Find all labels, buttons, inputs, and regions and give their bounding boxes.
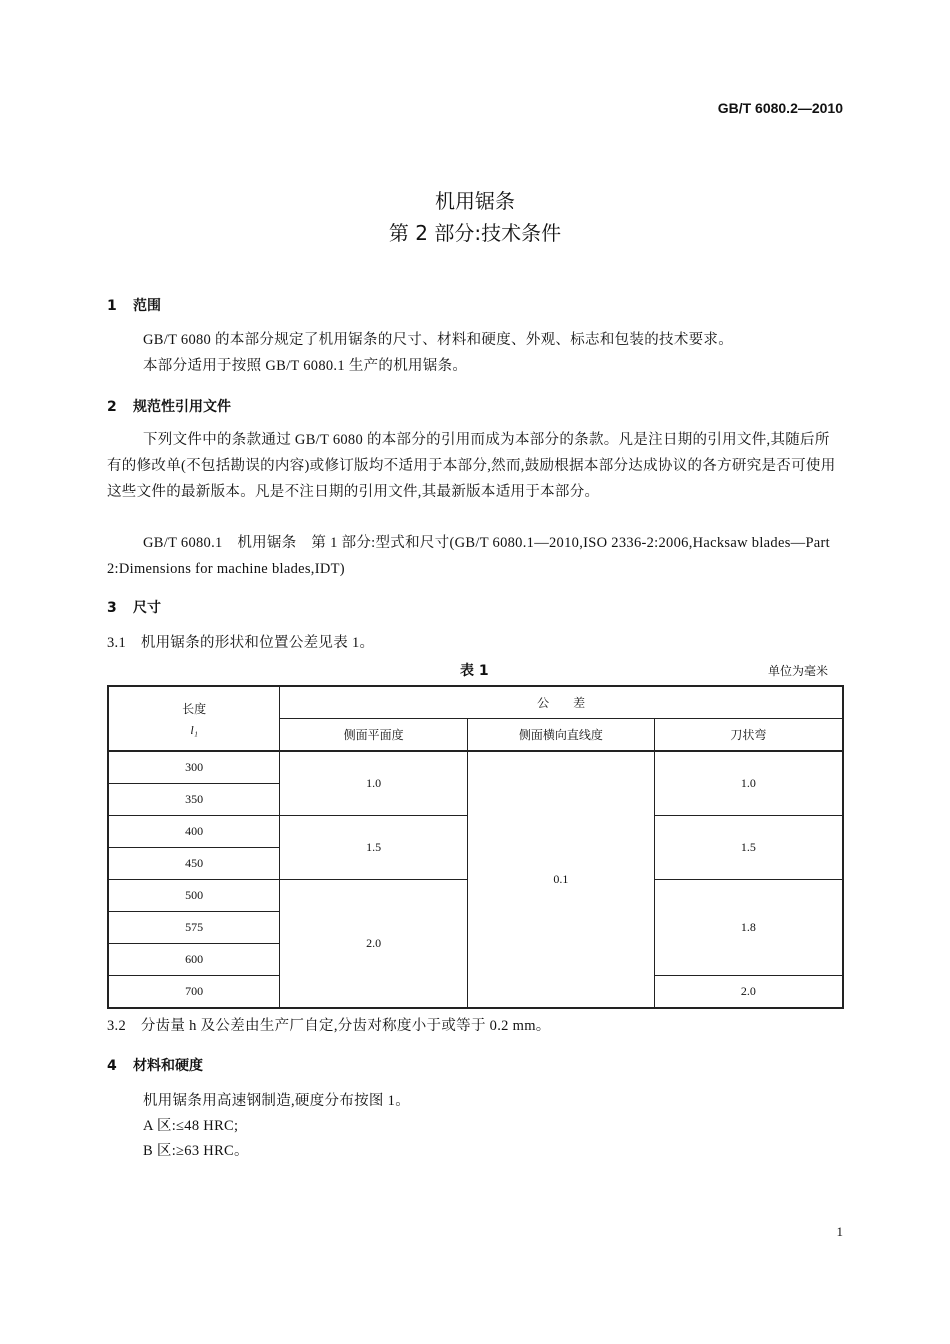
header-flatness: 侧面平面度 — [280, 719, 468, 752]
bow-cell: 1.8 — [654, 880, 843, 976]
bow-cell: 1.5 — [654, 816, 843, 880]
length-cell: 700 — [108, 976, 280, 1009]
header-length: 长度 l₁ — [108, 686, 280, 751]
s3-2: 3.2 分齿量 h 及公差由生产厂自定,分齿对称度小于或等于 0.2 mm。 — [107, 1018, 551, 1034]
bow-cell: 1.0 — [654, 751, 843, 816]
flatness-cell: 1.5 — [280, 816, 468, 880]
header-tolerance: 公 差 — [280, 686, 843, 719]
section-2-heading: 2 规范性引用文件 — [107, 399, 231, 415]
table-unit: 单位为毫米 — [767, 664, 828, 678]
header-bow: 刀状弯 — [654, 719, 843, 752]
bow-cell: 2.0 — [654, 976, 843, 1009]
section-4-heading: 4 材料和硬度 — [107, 1058, 203, 1074]
tolerance-table — [107, 685, 844, 1009]
straightness-cell: 0.1 — [468, 751, 655, 1008]
length-cell: 500 — [108, 880, 280, 912]
s3-1: 3.1 机用锯条的形状和位置公差见表 1。 — [107, 635, 375, 651]
flatness-cell: 2.0 — [280, 880, 468, 1009]
s4-para1: 机用锯条用高速钢制造,硬度分布按图 1。 — [143, 1093, 410, 1109]
length-cell: 600 — [108, 944, 280, 976]
section-3-heading: 3 尺寸 — [107, 600, 161, 616]
length-cell: 350 — [108, 784, 280, 816]
flatness-cell: 1.0 — [280, 751, 468, 816]
section-1-heading: 1 范围 — [107, 298, 161, 314]
standard-number: GB/T 6080.2—2010 — [717, 100, 843, 116]
s1-para2: 本部分适用于按照 GB/T 6080.1 生产的机用锯条。 — [143, 358, 468, 374]
s1-para1: GB/T 6080 的本部分规定了机用锯条的尺寸、材料和硬度、外观、标志和包装的技术要求。 — [143, 332, 734, 348]
length-cell: 400 — [108, 816, 280, 848]
s4-zone-a: A 区:≤48 HRC; — [143, 1118, 239, 1134]
length-cell: 300 — [108, 751, 280, 784]
s2-reference: GB/T 6080.1 机用锯条 第 1 部分:型式和尺寸(GB/T 6080.1—2010,ISO 2336-2:2006,Hacksaw blades—Part 2:Dimensions for machine blades,IDT) — [107, 535, 831, 577]
s4-zone-b: B 区:≥63 HRC。 — [143, 1143, 249, 1159]
length-cell: 575 — [108, 912, 280, 944]
doc-title: 机用锯条 — [435, 189, 515, 213]
s2-para1: 下列文件中的条款通过 GB/T 6080 的本部分的引用而成为本部分的条款。凡是注日期的引用文件,其随后所有的修改单(不包括勘误的内容)或修订版均不适用于本部分,然而,鼓励根据本部分达成协议的各方研究是否可使用这些文件的最新版本。凡是不注日期的引用文件,其最新版本适用于本部分。 — [107, 432, 836, 500]
header-straightness: 侧面横向直线度 — [468, 719, 655, 752]
doc-subtitle: 第 2 部分:技术条件 — [388, 221, 562, 245]
table-caption: 表 1 — [460, 663, 489, 679]
page-number: 1 — [836, 1224, 843, 1239]
length-cell: 450 — [108, 848, 280, 880]
